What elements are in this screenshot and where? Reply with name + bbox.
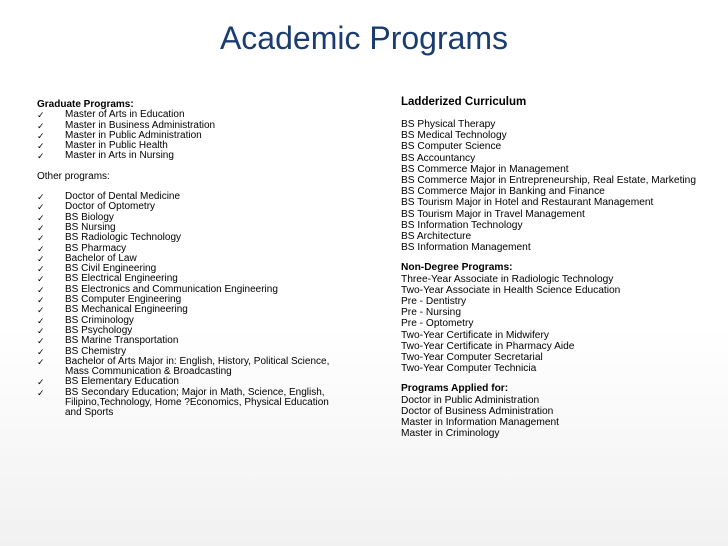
- checkmark-icon: ✓: [37, 120, 45, 131]
- list-item-label: BS Civil Engineering: [65, 263, 157, 275]
- checkmark-icon: ✓: [37, 356, 45, 367]
- checkmark-icon: ✓: [37, 110, 45, 121]
- list-item-label: BS Electronics and Communication Engineering: [65, 283, 278, 295]
- list-item: Doctor of Business Administration: [401, 405, 554, 417]
- checkmark-icon: ✓: [37, 212, 45, 223]
- list-item: Doctor in Public Administration: [401, 394, 540, 406]
- checkmark-icon: ✓: [37, 202, 45, 213]
- ladderized-heading: Ladderized Curriculum: [401, 96, 527, 108]
- list-item: BS Accountancy: [401, 152, 476, 164]
- list-item: Two-Year Certificate in Pharmacy Aide: [401, 340, 575, 352]
- list-item-label: BS Chemistry: [65, 345, 127, 357]
- checkmark-icon: ✓: [37, 243, 45, 254]
- list-item-label: Master in Business Administration: [65, 119, 216, 131]
- list-item-label: BS Elementary Education: [65, 376, 179, 388]
- list-item-label: BS Criminology: [65, 314, 134, 326]
- list-item-label: BS Radiologic Technology: [65, 232, 182, 244]
- checkmark-icon: ✓: [37, 284, 45, 295]
- list-item-label: Doctor of Optometry: [65, 201, 156, 213]
- applied-heading: Programs Applied for:: [401, 383, 509, 395]
- left-column: [37, 100, 342, 419]
- list-item: BS Tourism Major in Travel Management: [401, 208, 585, 220]
- right-column: [401, 96, 701, 439]
- checkmark-icon: ✓: [37, 377, 45, 388]
- list-item: BS Medical Technology: [401, 130, 507, 142]
- list-item-label: Master in Public Administration: [65, 129, 202, 141]
- list-item-label: BS Secondary Education; Major in Math, Science, English, Filipino,Technology, Home ?Economics, Physical Education and Sports: [65, 386, 329, 419]
- list-item-label: Master of Arts in Education: [65, 109, 185, 121]
- list-item-label: BS Psychology: [65, 324, 133, 336]
- list-item: BS Commerce Major in Management: [401, 163, 569, 175]
- list-item: BS Commerce Major in Banking and Finance: [401, 186, 605, 198]
- checkmark-icon: ✓: [37, 222, 45, 233]
- list-item-label: BS Marine Transportation: [65, 335, 179, 347]
- checkmark-icon: ✓: [37, 305, 45, 316]
- list-item-label: BS Nursing: [65, 221, 116, 233]
- list-item: BS Information Technology: [401, 219, 523, 231]
- list-item-label: BS Biology: [65, 211, 114, 223]
- list-item: Two-Year Associate in Health Science Education: [401, 284, 621, 296]
- checkmark-icon: ✓: [37, 387, 45, 398]
- list-item: BS Architecture: [401, 231, 472, 243]
- list-item: BS Computer Science: [401, 141, 502, 153]
- list-item-label: Master in Public Health: [65, 140, 168, 152]
- list-item: Two-Year Computer Technicia: [401, 363, 537, 375]
- list-item-label: Master in Arts in Nursing: [65, 150, 174, 162]
- list-item: Master in Information Management: [401, 417, 559, 429]
- checkmark-icon: ✓: [37, 141, 45, 152]
- nondegree-list: [401, 274, 701, 375]
- list-item-label: Bachelor of Arts Major in: English, History, Political Science, Mass Communication & Broadcasting: [65, 355, 330, 378]
- list-item-label: Doctor of Dental Medicine: [65, 191, 181, 203]
- list-item: [37, 388, 342, 419]
- list-item: Master in Criminology: [401, 428, 500, 440]
- checkmark-icon: ✓: [37, 315, 45, 326]
- other-list: [37, 192, 342, 419]
- checkmark-icon: ✓: [37, 264, 45, 275]
- list-item: Pre - Dentistry: [401, 296, 467, 308]
- checkmark-icon: ✓: [37, 151, 45, 162]
- list-item: Pre - Nursing: [401, 307, 462, 319]
- checkmark-icon: ✓: [37, 346, 45, 357]
- page-title: Academic Programs: [219, 20, 509, 56]
- graduate-heading: Graduate Programs:: [37, 99, 134, 110]
- graduate-list: [37, 110, 342, 161]
- list-item-label: BS Electrical Engineering: [65, 273, 178, 285]
- other-heading: Other programs:: [37, 170, 110, 182]
- applied-list: [401, 395, 701, 440]
- ladderized-list: [401, 119, 701, 253]
- checkmark-icon: ✓: [37, 233, 45, 244]
- checkmark-icon: ✓: [37, 192, 45, 203]
- checkmark-icon: ✓: [37, 130, 45, 141]
- nondegree-heading: Non-Degree Programs:: [401, 262, 513, 274]
- checkmark-icon: ✓: [37, 253, 45, 264]
- list-item-label: Bachelor of Law: [65, 252, 137, 264]
- checkmark-icon: ✓: [37, 274, 45, 285]
- list-item: BS Commerce Major in Entrepreneurship, Real Estate, Marketing: [401, 175, 696, 187]
- list-item: [37, 336, 342, 346]
- list-item: [37, 151, 342, 161]
- list-item: Two-Year Computer Secretarial: [401, 352, 543, 364]
- list-item: Three-Year Associate in Radiologic Technology: [401, 273, 614, 285]
- list-item: [37, 357, 342, 378]
- checkmark-icon: ✓: [37, 336, 45, 347]
- list-item-label: BS Computer Engineering: [65, 294, 182, 306]
- list-item: BS Tourism Major in Hotel and Restaurant Management: [401, 197, 654, 209]
- list-item-label: BS Mechanical Engineering: [65, 304, 188, 316]
- list-item: Pre - Optometry: [401, 318, 474, 330]
- list-item: BS Physical Therapy: [401, 119, 496, 130]
- checkmark-icon: ✓: [37, 325, 45, 336]
- list-item: BS Information Management: [401, 242, 531, 254]
- checkmark-icon: ✓: [37, 295, 45, 306]
- list-item-label: BS Pharmacy: [65, 242, 127, 254]
- list-item: Two-Year Certificate in Midwifery: [401, 329, 549, 341]
